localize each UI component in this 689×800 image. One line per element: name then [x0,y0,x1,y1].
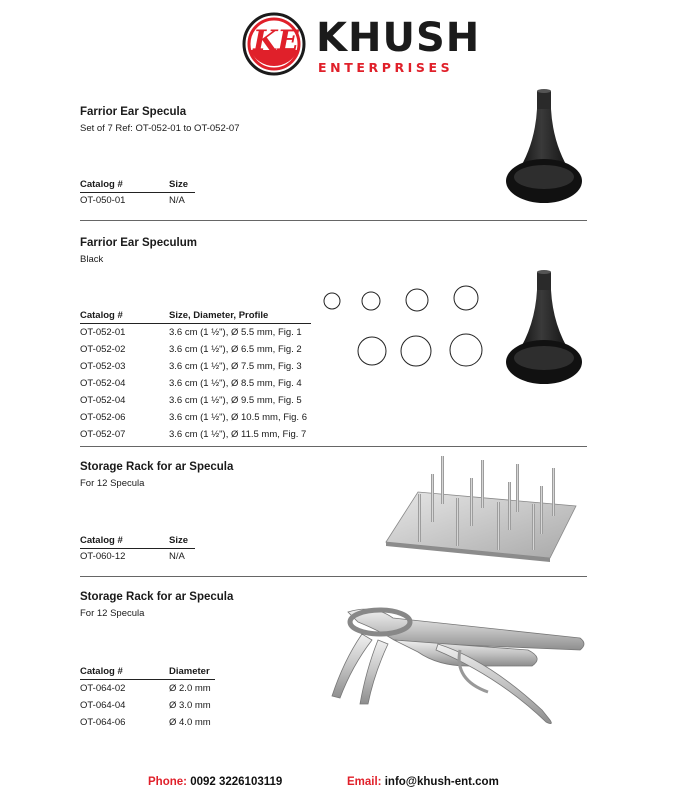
table-cell: OT-052-04 [80,378,126,389]
profile-circles-diagram [320,284,490,374]
section-title: Storage Rack for ar Specula [80,461,234,473]
brand-tagline: ENTERPRISES [318,60,454,75]
table-cell: OT-052-02 [80,344,126,355]
section-subtitle: For 12 Specula [80,608,145,619]
table-cell: 3.6 cm (1 ½"), Ø 8.5 mm, Fig. 4 [169,378,302,389]
section-subtitle: For 12 Specula [80,478,145,489]
footer-email [347,776,499,788]
table-cell: 3.6 cm (1 ½"), Ø 5.5 mm, Fig. 1 [169,327,302,338]
logo-mark: KE [253,24,299,57]
column-header: Catalog # [80,310,123,321]
storage-rack-image [380,452,580,562]
section-subtitle: Black [80,254,104,265]
table-cell: 3.6 cm (1 ½"), Ø 10.5 mm, Fig. 6 [169,412,307,423]
table-cell: OT-052-01 [80,327,126,338]
table-cell: 3.6 cm (1 ½"), Ø 6.5 mm, Fig. 2 [169,344,302,355]
column-header: Size [169,535,189,546]
table-cell: OT-052-04 [80,395,126,406]
table-cell: Ø 4.0 mm [169,717,211,728]
table-cell: N/A [169,195,185,206]
column-header: Catalog # [80,179,123,190]
section-title: Farrior Ear Specula [80,106,187,118]
section-title: Farrior Ear Speculum [80,237,197,249]
brand-name: KHUSH [316,15,481,61]
phone-label: Phone: [148,776,187,788]
column-header: Diameter [169,666,210,677]
table-cell: OT-064-02 [80,683,126,694]
table-cell: OT-064-06 [80,717,126,728]
table-cell: OT-060-12 [80,551,126,562]
table-cell: N/A [169,551,185,562]
section-title: Storage Rack for ar Specula [80,591,234,603]
table-cell: OT-064-04 [80,700,126,711]
phone-number[interactable]: 0092 3226103119 [190,776,283,788]
email-link[interactable]: info@khush-ent.com [384,776,499,788]
table-cell: Ø 3.0 mm [169,700,211,711]
table-cell: 3.6 cm (1 ½"), Ø 11.5 mm, Fig. 7 [169,429,307,440]
column-header: Catalog # [80,535,123,546]
footer-phone [148,776,282,788]
column-header: Size [169,179,189,190]
column-header: Catalog # [80,666,123,677]
table-cell: Ø 2.0 mm [169,683,211,694]
column-header: Size, Diameter, Profile [169,310,269,321]
table-cell: OT-050-01 [80,195,126,206]
table-cell: OT-052-03 [80,361,126,372]
ear-speculum-image [495,85,615,215]
nasal-speculum-image [318,600,588,730]
table-cell: 3.6 cm (1 ½"), Ø 9.5 mm, Fig. 5 [169,395,302,406]
logo [240,10,481,80]
table-cell: OT-052-07 [80,429,126,440]
ear-speculum-image [495,266,615,396]
email-label: Email: [347,776,382,788]
table-cell: 3.6 cm (1 ½"), Ø 7.5 mm, Fig. 3 [169,361,302,372]
table-cell: OT-052-06 [80,412,126,423]
section-subtitle: Set of 7 Ref: OT-052-01 to OT-052-07 [80,123,240,134]
